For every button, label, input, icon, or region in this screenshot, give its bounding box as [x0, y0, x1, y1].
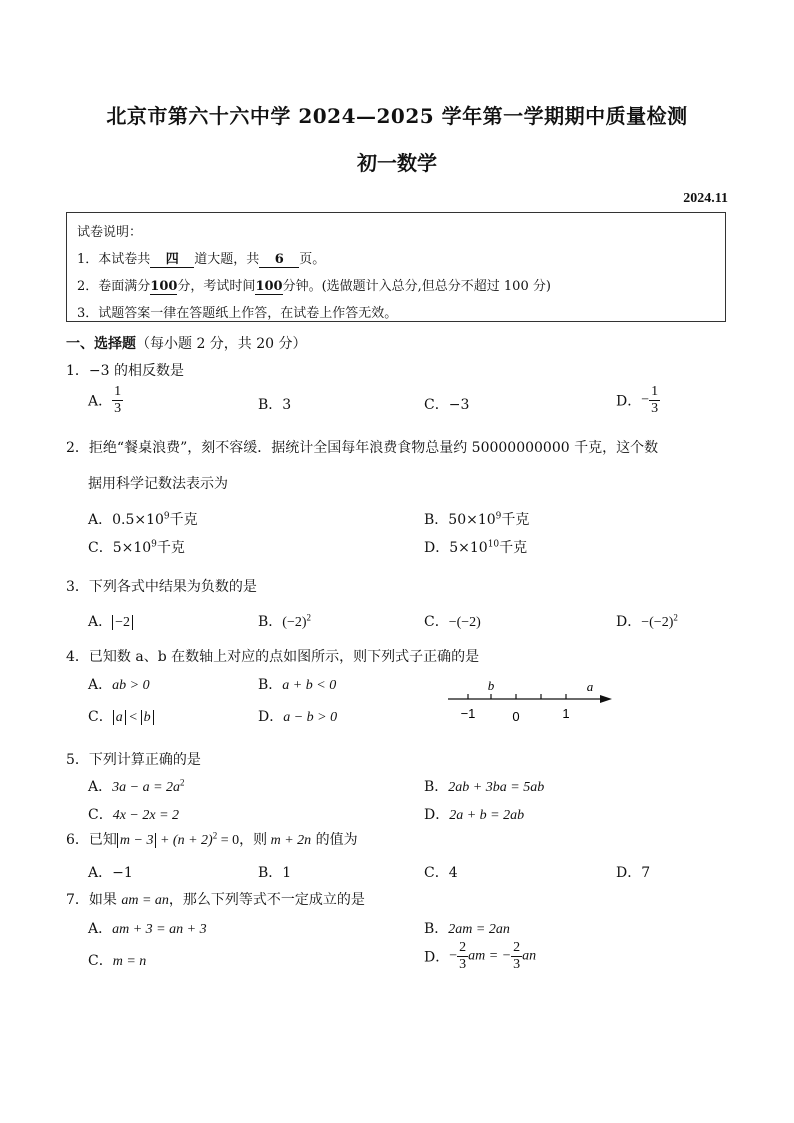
full-score: 100: [150, 279, 178, 294]
instruction-line-2: [77, 275, 551, 295]
instruction-1-pre: 1．本试卷共: [77, 252, 151, 267]
q1-option-d: [616, 384, 660, 417]
q4-a-label: A．: [88, 677, 113, 693]
instruction-2-pre: 2．卷面满分: [77, 279, 151, 294]
q1-option-c: C．−3: [424, 397, 470, 413]
q2-a-exp: 9: [163, 511, 170, 522]
q7-d-den-1: 3: [459, 957, 467, 972]
q4-d-label: D．: [258, 709, 284, 725]
q7-a-expr: am + 3 = an + 3: [112, 922, 207, 937]
instruction-line-1: [77, 248, 325, 268]
q6-stem-expr: m + 2n: [270, 833, 312, 848]
q6-option-c: C．4: [424, 865, 458, 881]
q7-b-label: B．: [424, 921, 449, 937]
question-2-stem-line-1: 2．拒绝“餐桌浪费”，刻不容缓．据统计全国每年浪费食物总量约 50000000000 千克，这个数: [66, 440, 659, 456]
q4-a-expr: ab > 0: [112, 678, 150, 693]
q2-option-d: [424, 537, 527, 557]
q3-option-a: [88, 611, 133, 631]
instruction-1-mid: 道大题，共: [194, 252, 260, 267]
q1-option-a: [88, 384, 123, 417]
section-note: （每小题 2 分，共 20 分）: [136, 336, 307, 352]
q6-stem-eq: = 0，则: [217, 833, 271, 848]
q2-d-exp: 10: [487, 539, 500, 550]
section-heading: [66, 333, 307, 353]
q6-stem-mid: + (n + 2): [156, 833, 213, 848]
q4-c-abs-a: a: [113, 710, 126, 725]
q5-option-d: [424, 804, 524, 824]
instruction-line-3: 3．试题答案一律在答题纸上作答，在试卷上作答无效。: [77, 306, 398, 321]
q1-d-fraction: [649, 384, 660, 417]
q7-stem-expr: am = an: [121, 893, 169, 908]
q2-a-post: 千克: [169, 512, 198, 528]
question-4-stem: 4．已知数 a、b 在数轴上对应的点如图所示，则下列式子正确的是: [66, 649, 480, 665]
q2-b-post: 千克: [501, 512, 530, 528]
q7-stem-post: ，那么下列等式不一定成立的是: [168, 892, 365, 908]
q3-a-label: A．: [88, 614, 113, 630]
exam-subtitle: 初一数学: [357, 151, 437, 175]
q7-d-fraction-1: [457, 940, 468, 973]
q5-d-expr: 2a + b = 2ab: [449, 808, 525, 823]
question-1-stem: 1．−3 的相反数是: [66, 363, 184, 379]
q6-stem-pre: 6．已知: [66, 832, 117, 848]
q7-c-label: C．: [88, 953, 113, 969]
q6-stem-post: 的值为: [311, 832, 358, 848]
q1-a-label: A．: [88, 393, 113, 410]
exam-date: 2024.11: [683, 191, 728, 206]
q7-d-den-2: 3: [513, 957, 521, 972]
q2-option-a: [88, 509, 198, 529]
q3-c-label: C．: [424, 614, 449, 630]
section-title: 一、选择题: [66, 336, 136, 352]
pages-count: 6: [259, 252, 299, 268]
q1-d-label: D．: [616, 393, 642, 410]
q1-d-sign: −: [641, 392, 650, 408]
instruction-2-mid: 分，考试时间: [177, 279, 256, 294]
q2-option-b: [424, 509, 529, 529]
q4-option-c: [88, 706, 154, 726]
q1-a-fraction: [112, 384, 123, 417]
q5-c-label: C．: [88, 807, 113, 823]
parts-count: 四: [150, 248, 194, 268]
q3-d-exp: 2: [673, 612, 678, 623]
q7-stem-pre: 7．如果: [66, 892, 122, 908]
q5-option-b: [424, 776, 544, 796]
q5-d-label: D．: [424, 807, 450, 823]
number-line-figure: [444, 676, 616, 726]
q4-option-b: [258, 674, 336, 694]
q7-d-sign: −: [449, 948, 458, 964]
q1-option-b: B．3: [258, 397, 292, 413]
q2-b-exp: 9: [495, 511, 502, 522]
q2-d-post: 千克: [499, 540, 528, 556]
question-7-stem: [66, 889, 365, 909]
q7-d-num-2: 2: [513, 940, 521, 955]
q4-c-abs-b: b: [141, 710, 154, 725]
q7-d-label: D．: [424, 949, 450, 966]
tick-label-0: 0: [512, 709, 520, 724]
q1-a-num: 1: [114, 384, 122, 399]
q1-d-num: 1: [651, 384, 659, 399]
question-3-stem: 3．下列各式中结果为负数的是: [66, 579, 257, 595]
q2-b-pre: B．50×10: [424, 512, 496, 528]
exam-time: 100: [255, 279, 283, 294]
instructions-heading: 试卷说明：: [77, 225, 143, 240]
q3-option-d: [616, 611, 678, 631]
q4-option-d: [258, 706, 337, 726]
q4-d-expr: a − b > 0: [283, 710, 338, 725]
q3-option-b: [258, 611, 311, 631]
instruction-2-post: 分钟。(选做题计入总分,但总分不超过 100 分): [282, 279, 551, 294]
q3-b-expr: (−2): [282, 615, 307, 630]
q5-c-expr: 4x − 2x = 2: [112, 808, 180, 823]
q6-option-b: B．1: [258, 865, 292, 881]
q2-d-pre: D．5×10: [424, 540, 488, 556]
question-2-stem-line-2: 据用科学记数法表示为: [88, 476, 228, 492]
tick-label-1: 1: [562, 706, 570, 721]
q4-b-label: B．: [258, 677, 283, 693]
point-b-label: b: [487, 678, 495, 693]
q3-a-expr: −2: [112, 615, 133, 630]
q3-d-expr: −(−2): [641, 615, 674, 630]
q6-stem-exp: 2: [212, 830, 218, 841]
q4-c-label: C．: [88, 709, 113, 725]
q6-option-d: D．7: [616, 865, 651, 881]
question-5-stem: 5．下列计算正确的是: [66, 752, 201, 768]
number-line-arrow: [600, 695, 612, 703]
q2-option-c: [88, 537, 185, 557]
q4-b-expr: a + b < 0: [282, 678, 337, 693]
q2-c-post: 千克: [156, 540, 185, 556]
q5-b-label: B．: [424, 779, 449, 795]
instruction-1-post: 页。: [299, 252, 326, 267]
q7-a-label: A．: [88, 921, 113, 937]
q5-option-c: [88, 804, 179, 824]
q1-a-den: 3: [114, 401, 122, 416]
q5-a-label: A．: [88, 779, 113, 795]
q5-b-expr: 2ab + 3ba = 5ab: [448, 780, 545, 795]
question-6-stem: [66, 829, 358, 849]
q5-a-expr: 3a − a = 2a: [112, 780, 181, 795]
instructions-box: [66, 212, 726, 322]
q4-c-lt: <: [125, 710, 141, 725]
q3-b-label: B．: [258, 614, 283, 630]
q3-c-expr: −(−2): [448, 615, 481, 630]
q7-option-d: [424, 940, 536, 973]
q3-b-exp: 2: [306, 612, 312, 623]
q7-option-c: [88, 950, 146, 970]
q5-a-exp: 2: [180, 777, 185, 788]
q7-d-post: an: [522, 948, 537, 964]
exam-title: 北京市第六十六中学 2024—2025 学年第一学期期中质量检测: [106, 104, 688, 128]
q6-option-a: A．−1: [88, 865, 133, 881]
q1-d-den: 3: [651, 401, 659, 416]
q2-c-pre: C．5×10: [88, 540, 152, 556]
q3-option-c: [424, 611, 481, 631]
q7-c-expr: m = n: [112, 954, 147, 969]
point-a-label: a: [586, 679, 594, 694]
q3-d-label: D．: [616, 614, 642, 630]
q7-b-expr: 2am = 2an: [448, 922, 510, 937]
q7-d-num-1: 2: [459, 940, 467, 955]
q7-d-mid: am = −: [468, 948, 512, 964]
q4-option-a: [88, 674, 150, 694]
q7-option-b: [424, 918, 510, 938]
q7-d-fraction-2: [511, 940, 522, 973]
tick-label-minus-1: −1: [460, 706, 476, 721]
q7-option-a: [88, 918, 207, 938]
q2-c-exp: 9: [151, 539, 157, 550]
q2-a-pre: A．0.5×10: [88, 512, 164, 528]
q5-option-a: [88, 776, 185, 796]
q6-stem-abs: m − 3: [117, 833, 157, 848]
